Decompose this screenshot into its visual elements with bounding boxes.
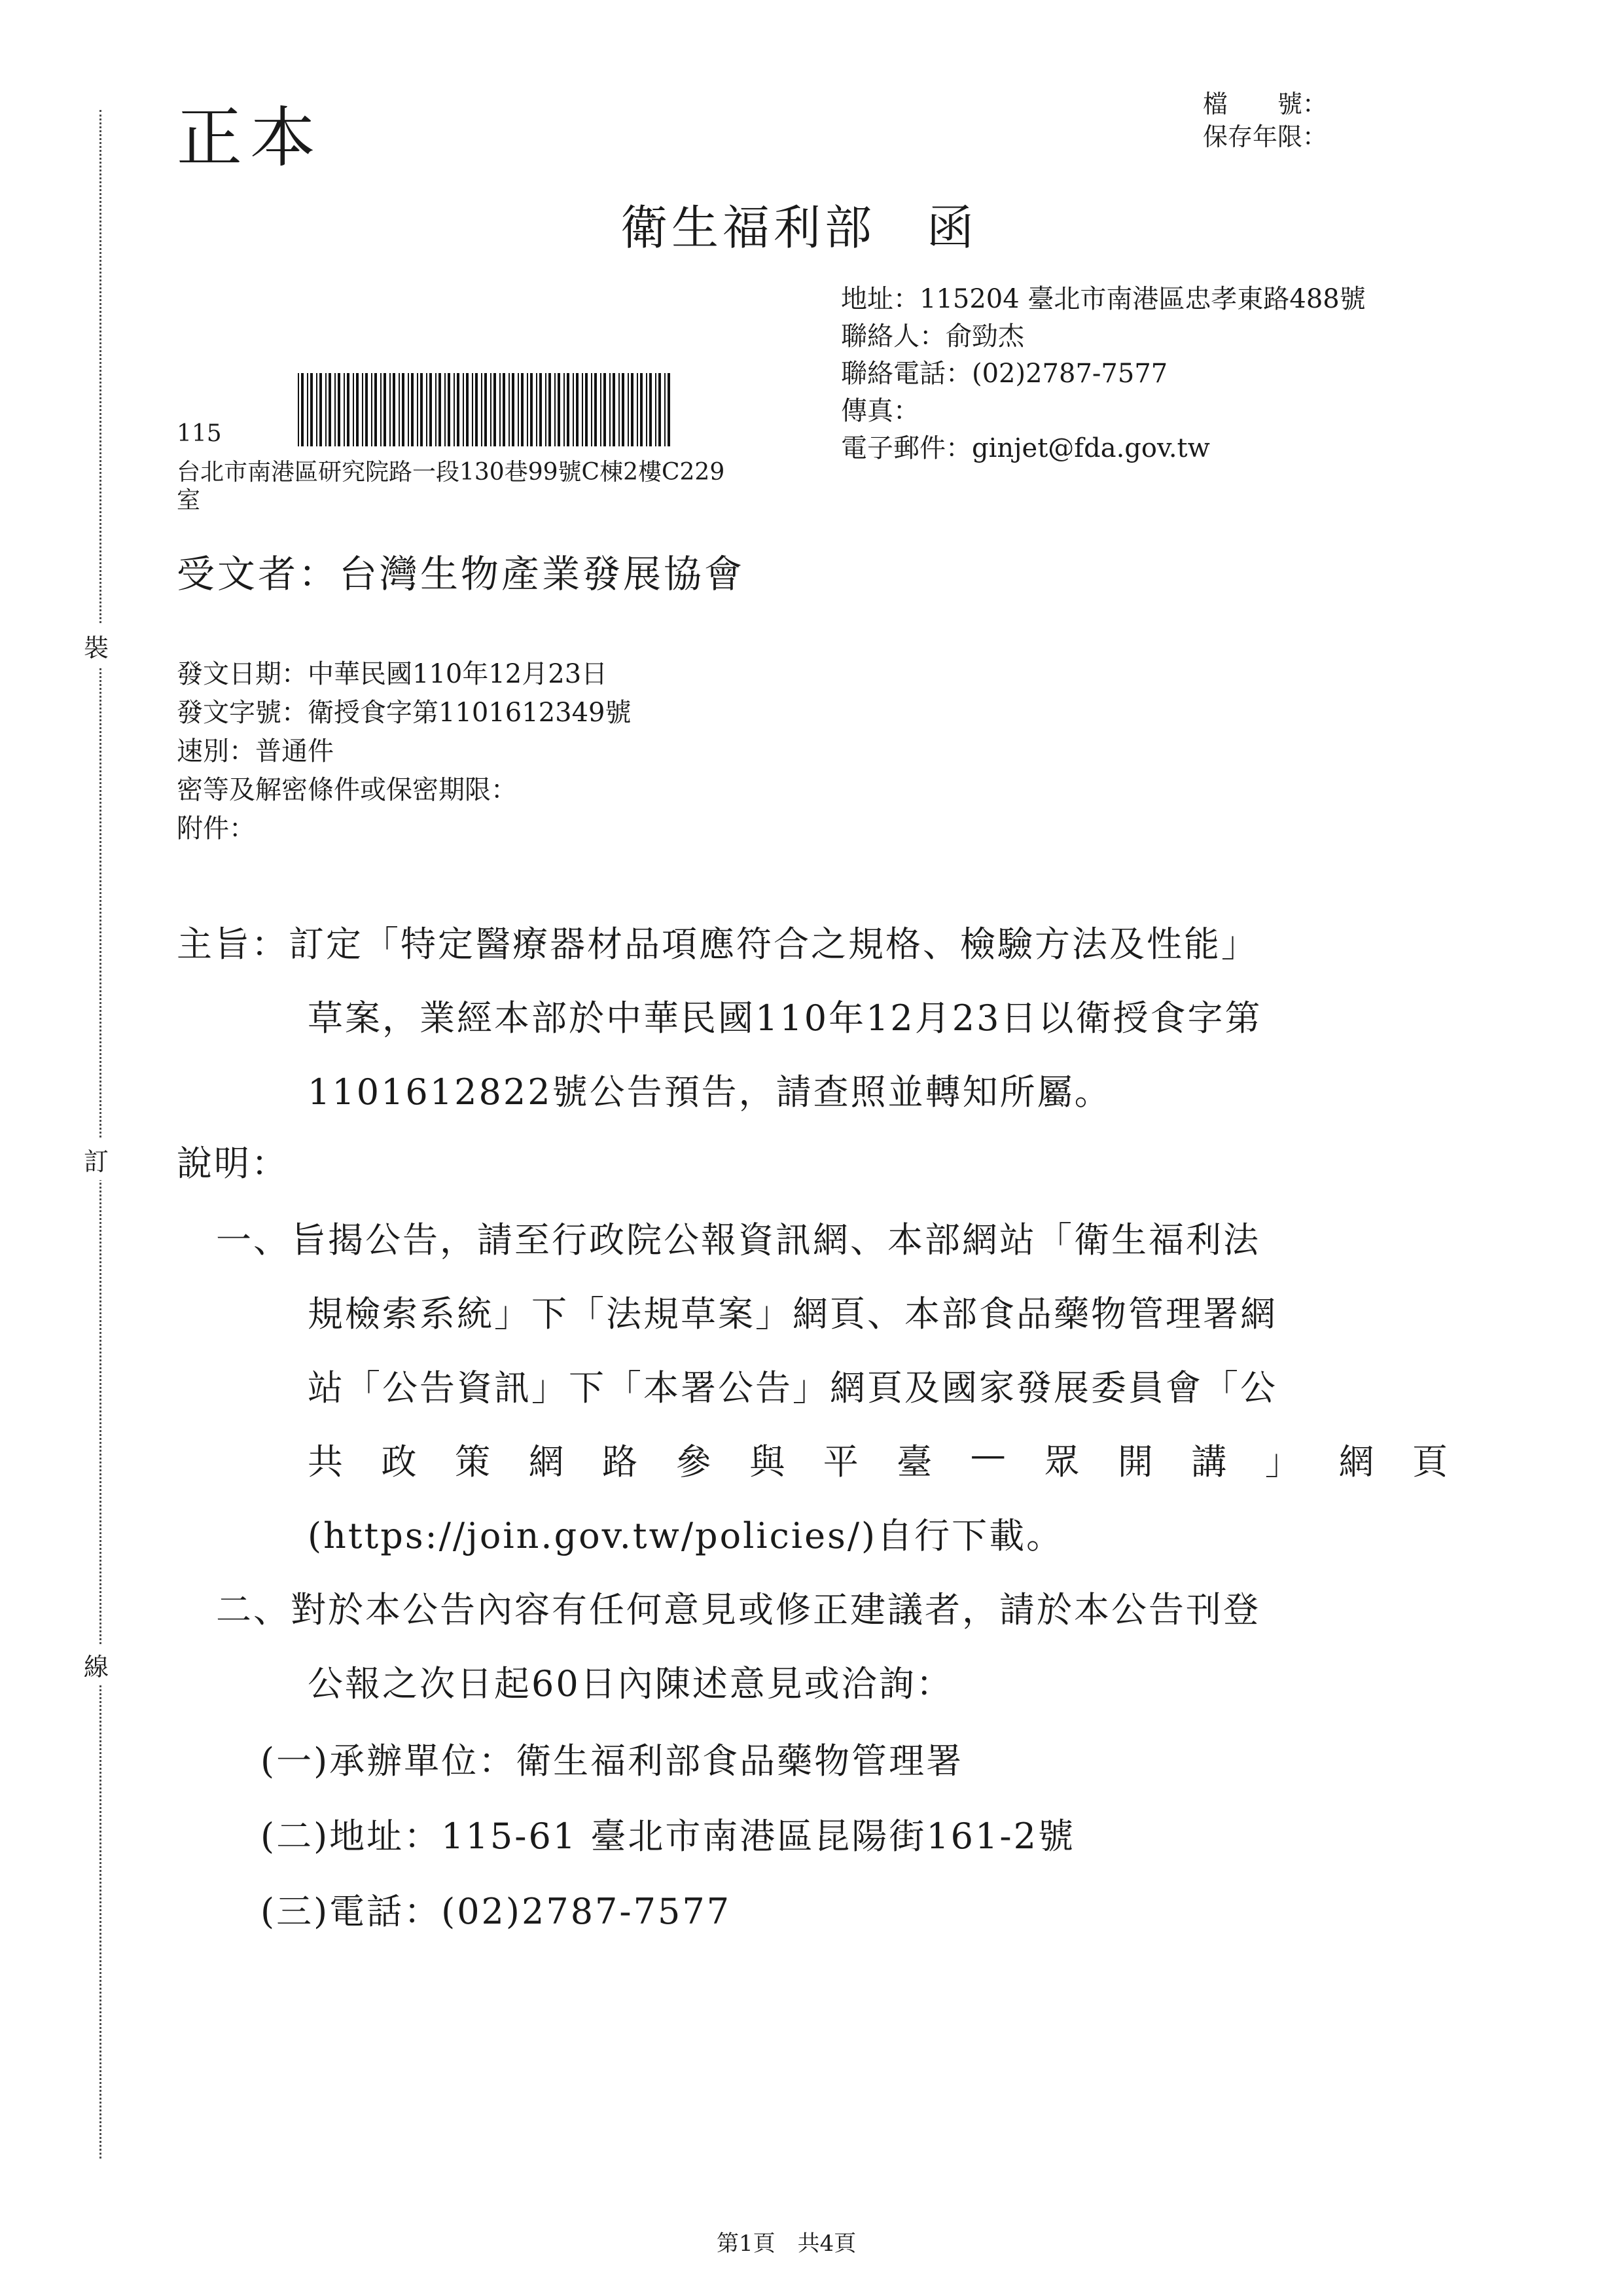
barcode-bar xyxy=(558,373,560,446)
barcode-bar xyxy=(628,373,629,446)
barcode-bar xyxy=(438,373,441,446)
barcode-bar xyxy=(640,373,643,446)
subject-line-3: 1101612822號公告預告，請查照並轉知所屬。 xyxy=(308,1071,1112,1113)
barcode-bar xyxy=(527,373,528,446)
barcode-bar xyxy=(362,373,363,446)
barcode-bar xyxy=(508,373,510,446)
barcode-bar xyxy=(466,373,469,446)
subject-line-2: 草案，業經本部於中華民國110年12月23日以衛授食字第 xyxy=(308,997,1262,1039)
binding-mark-zhuang: 裝 xyxy=(84,625,109,666)
subject-line-1: 主旨：訂定「特定醫療器材品項應符合之規格、檢驗方法及性能」 xyxy=(177,924,1258,965)
explanation-item1-line4-char: 臺 xyxy=(897,1441,935,1482)
barcode-bar xyxy=(613,373,615,446)
barcode-bar xyxy=(668,373,670,446)
explanation-item1-line4-char: 網 xyxy=(528,1441,566,1482)
barcode-bar xyxy=(374,373,377,446)
barcode-bar xyxy=(655,373,656,446)
barcode-bar xyxy=(637,373,638,446)
barcode-bar xyxy=(481,373,482,446)
explanation-item1-line4-char: 與 xyxy=(749,1441,787,1482)
barcode-bar xyxy=(371,373,372,446)
barcode-bar xyxy=(338,373,340,446)
explanation-item1-line4-char: 網 xyxy=(1338,1441,1376,1482)
barcode-bar xyxy=(380,373,382,446)
barcode-bar xyxy=(622,373,624,446)
barcode-bar xyxy=(646,373,647,446)
barcode-bar xyxy=(463,373,464,446)
mailing-address-line2: 室 xyxy=(177,487,201,514)
explanation-item1-line4 xyxy=(308,1434,1450,1484)
mailing-address-line1: 台北市南港區研究院路一段130巷99號C棟2樓C229 xyxy=(177,459,725,486)
barcode-bar xyxy=(301,373,304,446)
barcode-bar xyxy=(649,373,652,446)
barcode-bar xyxy=(576,373,579,446)
barcode-bar xyxy=(518,373,519,446)
barcode-bar xyxy=(411,373,414,446)
delivery-speed: 速別：普通件 xyxy=(177,736,334,766)
explanation-item2-line1: 二、對於本公告內容有任何意見或修正建議者，請於本公告刊登 xyxy=(216,1589,1260,1630)
barcode-bar xyxy=(530,373,533,446)
barcode-bar xyxy=(417,373,418,446)
barcode-bar xyxy=(402,373,404,446)
barcode-bar xyxy=(484,373,487,446)
barcode-bar xyxy=(554,373,556,446)
barcode-bar xyxy=(548,373,551,446)
document-number: 發文字號：衛授食字第1101612349號 xyxy=(177,698,632,728)
explanation-heading: 說明： xyxy=(177,1143,289,1184)
barcode-bar xyxy=(658,373,661,446)
barcode-bar xyxy=(426,373,427,446)
explanation-item1-line1: 一、旨揭公告，請至行政院公報資訊網、本部網站「衛生福利法 xyxy=(216,1219,1260,1261)
barcode-bar xyxy=(591,373,592,446)
document-title: 衛生福利部 函 xyxy=(620,200,978,255)
barcode-bar xyxy=(310,373,313,446)
barcode-bar xyxy=(585,373,588,446)
barcode-bar xyxy=(325,373,327,446)
sender-contact: 聯絡人：俞勁杰 xyxy=(841,321,1024,351)
page-number: 第1頁 共4頁 xyxy=(717,2231,857,2257)
explanation-item1-line4-char: 策 xyxy=(455,1441,493,1482)
sender-fax: 傳真： xyxy=(841,396,919,426)
explanation-item1-line4-char: 政 xyxy=(381,1441,419,1482)
barcode-bar xyxy=(448,373,450,446)
explanation-item1-line4-char: 共 xyxy=(308,1441,345,1482)
barcode-bar xyxy=(444,373,446,446)
sender-address: 地址：115204 臺北市南港區忠孝東路488號 xyxy=(841,284,1366,314)
attachment: 附件： xyxy=(177,814,255,844)
mail-barcode xyxy=(298,373,671,446)
explanation-item1-line2: 規檢索系統」下「法規草案」網頁、本部食品藥物管理署網 xyxy=(308,1293,1277,1335)
barcode-bar xyxy=(408,373,409,446)
sender-phone: 聯絡電話：(02)2787-7577 xyxy=(841,359,1168,389)
contact-phone: (三)電話：(02)2787-7577 xyxy=(260,1891,732,1932)
barcode-bar xyxy=(393,373,395,446)
explanation-item1-line4-char: 」 xyxy=(1264,1441,1302,1482)
explanation-item1-line4-char: 路 xyxy=(602,1441,640,1482)
explanation-item1-line5: (https://join.gov.tw/policies/)自行下載。 xyxy=(308,1515,1064,1556)
barcode-bar xyxy=(512,373,514,446)
barcode-bar xyxy=(316,373,317,446)
barcode-bar xyxy=(389,373,391,446)
barcode-bar xyxy=(429,373,432,446)
binding-mark-ding: 訂 xyxy=(84,1139,109,1180)
barcode-bar xyxy=(319,373,322,446)
explanation-item1-line4-char: — xyxy=(970,1434,1008,1475)
barcode-bar xyxy=(347,373,349,446)
barcode-bar xyxy=(609,373,611,446)
barcode-bar xyxy=(435,373,437,446)
sender-email: 電子郵件：ginjet@fda.gov.tw xyxy=(841,433,1210,463)
barcode-bar xyxy=(356,373,359,446)
barcode-bar xyxy=(490,373,491,446)
barcode-bar xyxy=(631,373,633,446)
secrecy-level: 密等及解密條件或保密期限： xyxy=(177,775,517,805)
barcode-bar xyxy=(521,373,524,446)
barcode-bar xyxy=(307,373,308,446)
explanation-item1-line4-char: 頁 xyxy=(1412,1441,1450,1482)
barcode-bar xyxy=(334,373,336,446)
barcode-bar xyxy=(545,373,546,446)
barcode-bar xyxy=(457,373,459,446)
explanation-item1-line4-char: 講 xyxy=(1191,1441,1229,1482)
barcode-bar xyxy=(536,373,537,446)
barcode-bar xyxy=(618,373,620,446)
barcode-bar xyxy=(600,373,601,446)
explanation-item1-line4-char: 平 xyxy=(823,1441,861,1482)
archive-file-number: 檔 號： xyxy=(1203,90,1328,118)
barcode-bar xyxy=(298,373,299,446)
barcode-bar xyxy=(499,373,501,446)
barcode-bar xyxy=(383,373,386,446)
barcode-bar xyxy=(329,373,331,446)
barcode-bar xyxy=(603,373,606,446)
binding-mark-xian: 線 xyxy=(84,1644,109,1685)
barcode-bar xyxy=(594,373,597,446)
barcode-bar xyxy=(475,373,478,446)
explanation-item1-line4-char: 眾 xyxy=(1044,1441,1082,1482)
contact-unit: (一)承辦單位：衛生福利部食品藥物管理署 xyxy=(260,1740,964,1782)
explanation-item1-line3: 站「公告資訊」下「本署公告」網頁及國家發展委員會「公 xyxy=(308,1367,1277,1408)
barcode-bar xyxy=(472,373,473,446)
explanation-item2-line2: 公報之次日起60日內陳述意見或洽詢： xyxy=(308,1663,954,1704)
barcode-bar xyxy=(399,373,400,446)
barcode-bar xyxy=(344,373,345,446)
recipient: 受文者：台灣生物產業發展協會 xyxy=(177,552,745,596)
barcode-bar xyxy=(539,373,542,446)
barcode-bar xyxy=(454,373,455,446)
barcode-bar xyxy=(573,373,574,446)
issue-date: 發文日期：中華民國110年12月23日 xyxy=(177,659,608,689)
original-copy-stamp: 正本 xyxy=(177,99,323,176)
binding-dotted-line xyxy=(99,110,101,2159)
barcode-bar xyxy=(493,373,496,446)
mailing-postcode: 115 xyxy=(177,420,222,447)
barcode-bar xyxy=(582,373,583,446)
barcode-bar xyxy=(353,373,354,446)
barcode-bar xyxy=(420,373,423,446)
barcode-bar xyxy=(567,373,569,446)
explanation-item1-line4-char: 參 xyxy=(675,1441,713,1482)
barcode-bar xyxy=(563,373,565,446)
barcode-bar xyxy=(503,373,505,446)
explanation-item1-line4-char: 開 xyxy=(1117,1441,1155,1482)
archive-retention-period: 保存年限： xyxy=(1203,122,1328,151)
contact-address: (二)地址：115-61 臺北市南港區昆陽街161-2號 xyxy=(260,1816,1075,1857)
barcode-bar xyxy=(365,373,368,446)
barcode-bar xyxy=(664,373,666,446)
